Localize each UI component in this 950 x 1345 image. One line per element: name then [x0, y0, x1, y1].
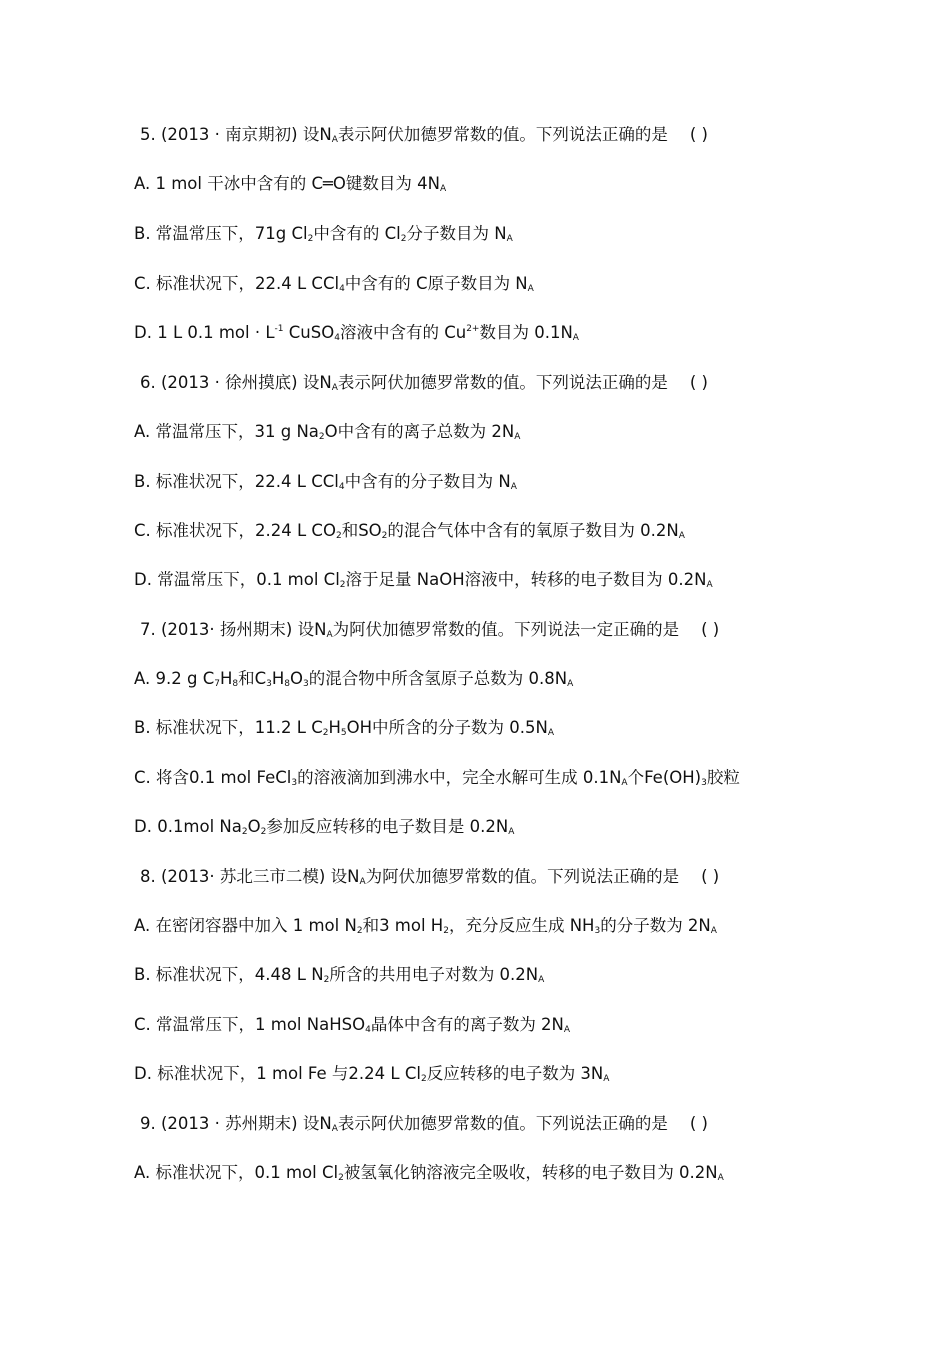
- question-7-option-b: B. 标准状况下，11.2 L $C_2H_5OH$中所含的分子数为 $0.5N_A$: [134, 718, 555, 738]
- question-7-option-a: A. 9.2 g $C_7H_8$和$C_3H_8O_3$的混合物中所含氢原子总数为 $0.8N_A$: [134, 669, 574, 689]
- question-6-option-c: C. 标准状况下，2.24 L $CO_2$和$SO_2$的混合气体中含有的氧原子数目为 $0.2N_A$: [134, 521, 685, 541]
- question-stem-9: 9. (2013 · 苏州期末) 设$N_A$表示阿伏加德罗常数的值。下列说法正确的是 ( ): [140, 1114, 708, 1134]
- question-stem-7: 7. (2013· 扬州期末) 设$N_A$为阿伏加德罗常数的值。下列说法一定正确的是 ( ): [140, 620, 720, 640]
- question-8-option-a: A. 在密闭容器中加入 1 mol $N_2$和3 mol $H_2$，充分反应生成 $NH_3$的分子数为 $2N_A$: [134, 916, 717, 936]
- question-6-option-b: B. 标准状况下，22.4 L CCl$_4$中含有的分子数目为 $N_A$: [134, 472, 517, 492]
- question-8-option-d: D. 标准状况下，1 mol Fe 与2.24 L $Cl_2$反应转移的电子数为 $3N_A$: [134, 1064, 610, 1084]
- question-7-option-c: C. 将含0.1 mol FeCl$_3$的溶液滴加到沸水中，完全水解可生成 $0.1N_A$个$Fe(OH)_3$胶粒: [134, 768, 740, 788]
- question-stem-5: 5. (2013 · 南京期初) 设$N_A$表示阿伏加德罗常数的值。下列说法正确的是 ( ): [140, 125, 708, 145]
- question-5-option-c: C. 标准状况下，22.4 L CCl$_4$中含有的 C原子数目为 $N_A$: [134, 274, 534, 294]
- question-5-option-d: D. 1 L 0.1 mol · $L^{-1}$ CuSO$_4$溶液中含有的 $Cu^{2+}$数目为 $0.1N_A$: [134, 323, 579, 343]
- question-7-option-d: D. 0.1mol $Na_2O_2$参加反应转移的电子数目是 $0.2N_A$: [134, 817, 515, 837]
- question-8-option-b: B. 标准状况下，4.48 L $N_2$所含的共用电子对数为 $0.2N_A$: [134, 965, 545, 985]
- question-9-option-a: A. 标准状况下，0.1 mol $Cl_2$被氢氧化钠溶液完全吸收，转移的电子数目为 $0.2N_A$: [134, 1163, 724, 1183]
- question-5-option-a: A. 1 mol 干冰中含有的 C═O键数目为 $4N_A$: [134, 174, 447, 194]
- question-5-option-b: B. 常温常压下，71g $Cl_2$中含有的 $Cl_2$分子数目为 $N_A$: [134, 224, 513, 244]
- question-6-option-d: D. 常温常压下，0.1 mol $Cl_2$溶于足量 NaOH溶液中，转移的电子数目为 $0.2N_A$: [134, 570, 713, 590]
- question-stem-8: 8. (2013· 苏北三市二模) 设$N_A$为阿伏加德罗常数的值。下列说法正确的是 ( ): [140, 867, 720, 887]
- question-8-option-c: C. 常温常压下，1 mol NaHSO$_4$晶体中含有的离子数为 $2N_A$: [134, 1015, 571, 1035]
- question-stem-6: 6. (2013 · 徐州摸底) 设$N_A$表示阿伏加德罗常数的值。下列说法正确的是 ( ): [140, 373, 708, 393]
- question-6-option-a: A. 常温常压下，31 g $Na_2O$中含有的离子总数为 $2N_A$: [134, 422, 521, 442]
